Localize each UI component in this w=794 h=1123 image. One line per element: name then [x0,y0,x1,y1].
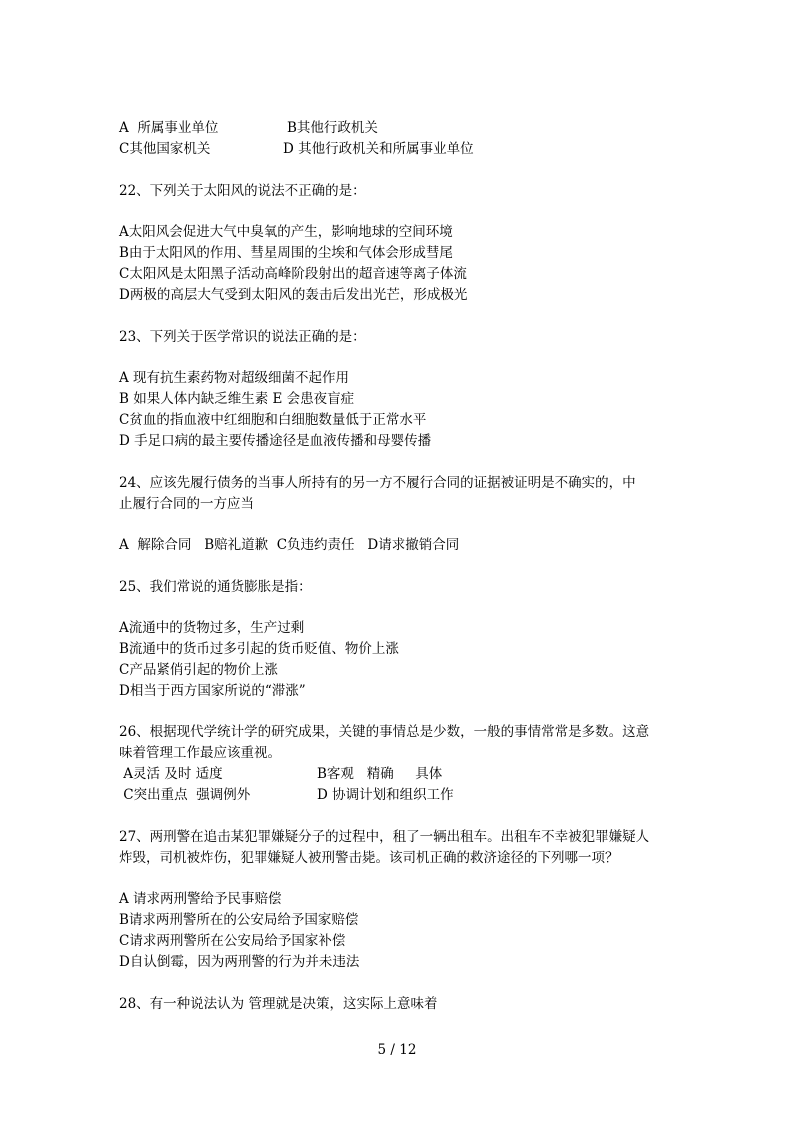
question-23-option-b: B 如果人体内缺乏维生素 E 会患夜盲症 [119,391,355,407]
question-25-stem: 25、我们常说的通货膨胀是指： [119,579,312,595]
question-27-stem-line-2: 炸毁，司机被炸伤，犯罪嫌疑人被刑警击毙。该司机正确的救济途径的下列哪一项？ [119,850,619,866]
prev-option-b: B其他行政机关 [287,120,378,136]
question-22-option-d: D两极的高层大气受到太阳风的轰击后发出光芒，形成极光 [119,287,468,303]
question-24-options: A 解除合同 B赔礼道歉 C负违约责任 D请求撤销合同 [119,537,460,553]
question-28-stem: 28、有一种说法认为 管理就是决策，这实际上意味着 [119,996,438,1012]
question-24-stem-line-2: 止履行合同的一方应当 [119,496,254,512]
question-23-option-c: C贫血的指血液中红细胞和白细胞数量低于正常水平 [119,412,427,428]
question-26-stem-line-1: 26、根据现代学统计学的研究成果，关键的事情总是少数，一般的事情常常是多数。这意 [119,724,650,740]
question-26-stem-line-2: 味着管理工作最应该重视。 [119,745,281,761]
question-25-option-a: A流通中的货物过多，生产过剩 [119,620,305,636]
question-24-stem-line-1: 24、应该先履行债务的当事人所持有的另一方不履行合同的证据被证明是不确实的，中 [119,475,636,491]
question-27-option-b: B请求两刑警所在的公安局给予国家赔偿 [119,912,359,928]
question-23-option-a: A 现有抗生素药物对超级细菌不起作用 [119,370,350,386]
question-27-option-c: C请求两刑警所在公安局给予国家补偿 [119,933,346,949]
question-22-option-a: A太阳风会促进大气中臭氧的产生，影响地球的空间环境 [119,224,453,240]
page-number: 5 / 12 [377,1042,417,1058]
question-27-option-a: A 请求两刑警给予民事赔偿 [119,891,282,907]
question-26-option-d: D 协调计划和组织工作 [317,787,454,803]
question-26-option-c: C突出重点 强调例外 [119,787,251,803]
question-27-stem-line-1: 27、两刑警在追击某犯罪嫌疑分子的过程中，租了一辆出租车。出租车不幸被犯罪嫌疑人 [119,829,650,845]
question-22-stem: 22、下列关于太阳风的说法不正确的是： [119,183,366,199]
question-25-option-d: D相当于西方国家所说的“滞涨” [119,683,306,699]
prev-option-c: C其他国家机关 [119,141,211,157]
question-25-option-c: C产品紧俏引起的物价上涨 [119,662,278,678]
prev-option-d: D 其他行政机关和所属事业单位 [283,141,474,157]
question-26-option-b: B客观 精确 具体 [317,766,443,782]
prev-option-a: A 所属事业单位 [119,120,219,136]
question-23-option-d: D 手足口病的最主要传播途径是血液传播和母婴传播 [119,433,432,449]
question-25-option-b: B流通中的货币过多引起的货币贬值、物价上涨 [119,641,399,657]
question-26-option-a: A灵活 及时 适度 [119,766,223,782]
question-27-option-d: D自认倒霉，因为两刑警的行为并未违法 [119,954,360,970]
question-22-option-b: B由于太阳风的作用、彗星周围的尘埃和气体会形成彗尾 [119,245,453,261]
question-22-option-c: C太阳风是太阳黑子活动高峰阶段射出的超音速等离子体流 [119,266,467,282]
question-23-stem: 23、下列关于医学常识的说法正确的是： [119,329,366,345]
